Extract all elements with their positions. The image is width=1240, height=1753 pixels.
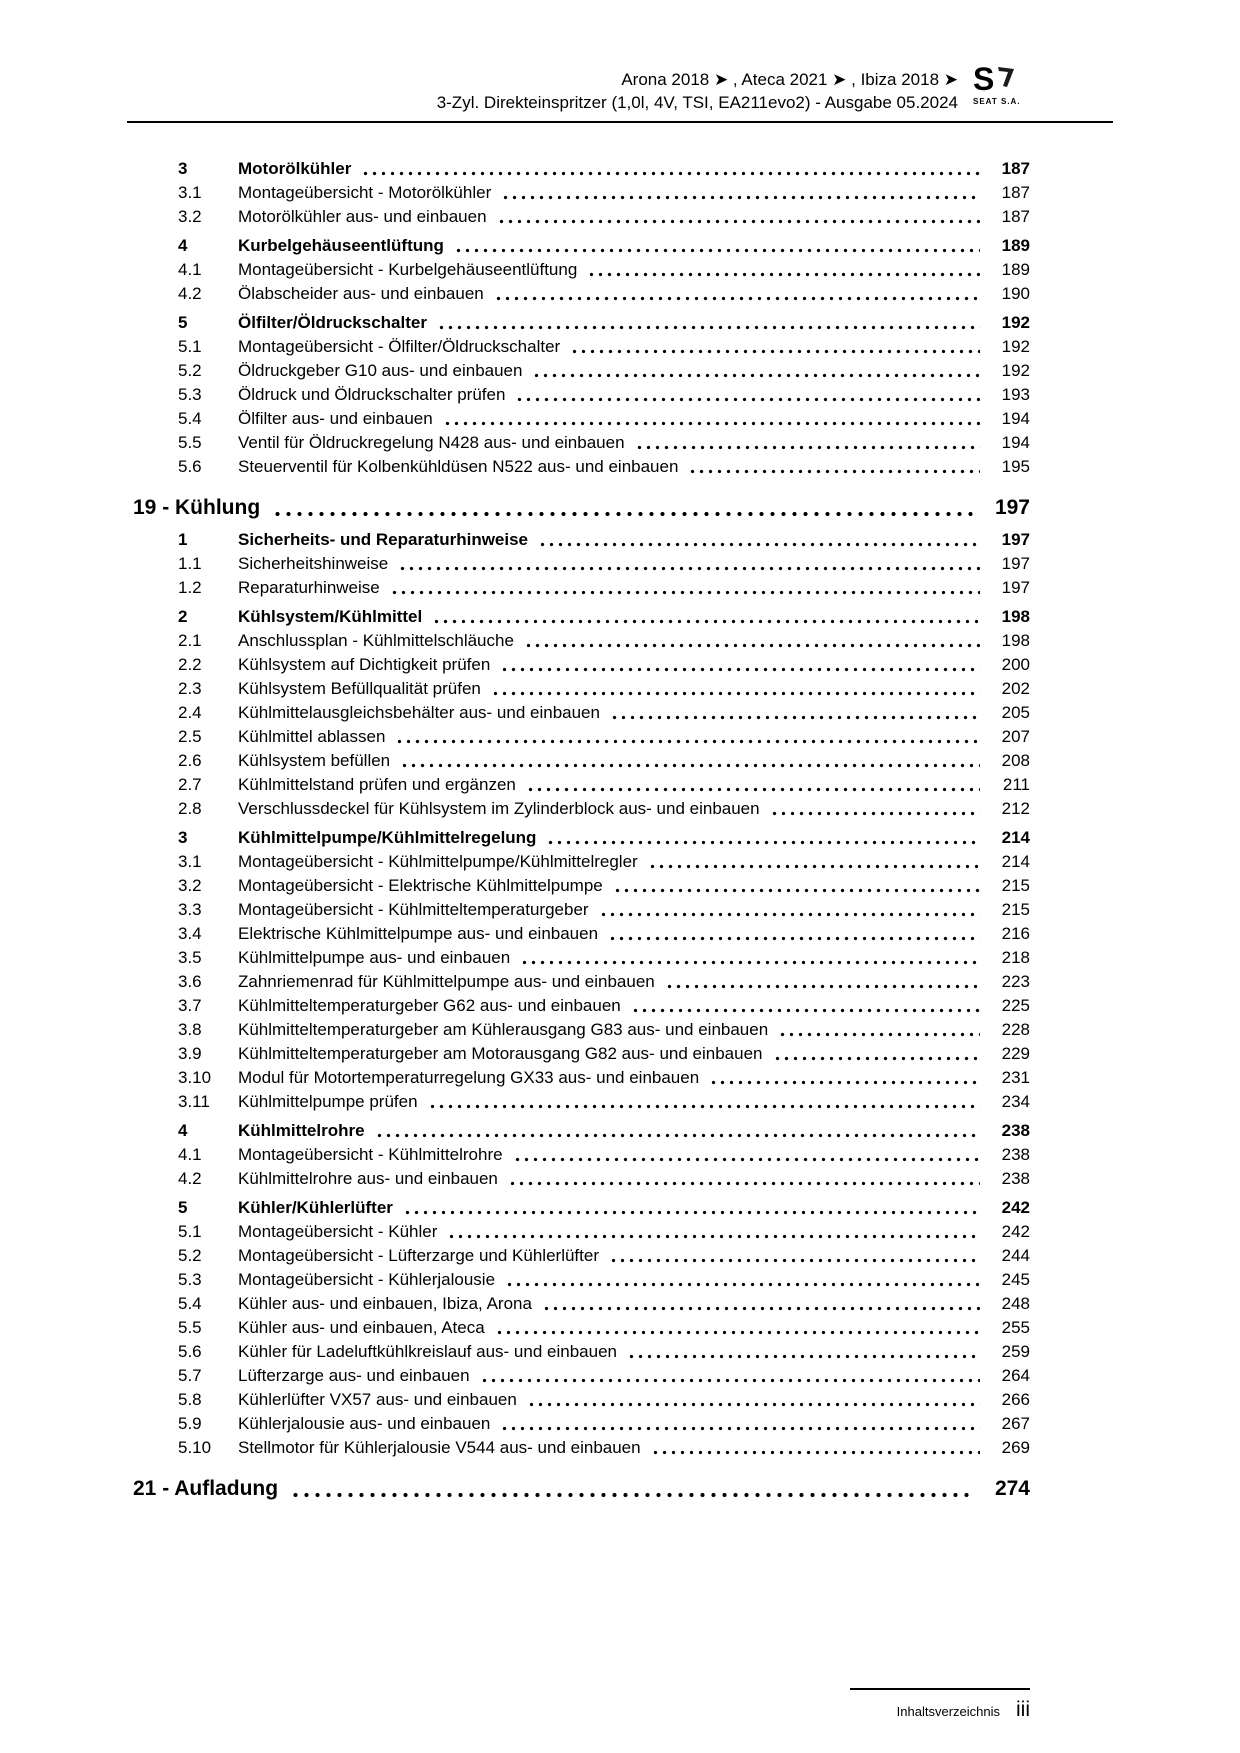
- toc-entry-title: Kühlmittelpumpe aus- und einbauen: [238, 948, 511, 967]
- toc-entry-number: 2.1: [178, 631, 202, 650]
- toc-row: [133, 725, 1030, 749]
- toc-entry-page: 187: [1001, 207, 1030, 226]
- toc-entry-number: 5.3: [178, 1270, 202, 1289]
- toc-entry-page: 274: [994, 1477, 1030, 1500]
- toc-entry-page: 266: [1001, 1390, 1030, 1409]
- toc-entry-number: 2: [178, 607, 188, 626]
- dot-leader: [611, 874, 980, 898]
- toc-entry-title: 21 - Aufladung: [133, 1477, 279, 1500]
- toc-entry-title: Kühler für Ladeluftkühlkreislauf aus- und einbauen: [238, 1342, 617, 1361]
- toc-entry-page: 194: [1001, 433, 1030, 452]
- toc-entry-title: Ölfilter/Öldruckschalter: [238, 313, 427, 332]
- dot-leader: [388, 576, 980, 600]
- dot-leader: [597, 898, 980, 922]
- toc-entry-number: 4.1: [178, 260, 202, 279]
- toc-entry-page: 214: [1001, 828, 1030, 847]
- toc-entry-number: 5.2: [178, 1246, 202, 1265]
- toc-entry-page: 195: [1001, 457, 1030, 476]
- dot-leader: [373, 1119, 980, 1143]
- toc-entry-number: 2.8: [178, 799, 202, 818]
- toc-entry-title: Montageübersicht - Kühlmittelrohre: [238, 1145, 503, 1164]
- toc-entry-number: 2.5: [178, 727, 202, 746]
- dot-leader: [478, 1364, 980, 1388]
- toc-row: [133, 1316, 1030, 1340]
- toc-row: [133, 1119, 1030, 1143]
- toc-entry-title: Montageübersicht - Kurbelgehäuseentlüftung: [238, 260, 578, 279]
- toc-row: [133, 970, 1030, 994]
- toc-entry-number: 5.5: [178, 433, 202, 452]
- toc-entry-title: Montageübersicht - Ölfilter/Öldruckschalter: [238, 337, 561, 356]
- toc-entry-title: Kühler aus- und einbauen, Ibiza, Arona: [238, 1294, 532, 1313]
- dot-leader: [607, 1244, 980, 1268]
- toc-row: [133, 1042, 1030, 1066]
- dot-leader: [771, 1042, 981, 1066]
- dot-leader: [393, 725, 980, 749]
- dot-leader: [498, 653, 980, 677]
- toc-entry-number: 3.1: [178, 852, 202, 871]
- toc-row: [133, 1090, 1030, 1114]
- toc-row: [133, 1196, 1030, 1220]
- toc-entry-title: Kühlmittelrohre: [238, 1121, 365, 1140]
- toc-chapter-row: [133, 1474, 1030, 1504]
- toc-entry-page: 205: [1001, 703, 1030, 722]
- toc-entry-page: 211: [1002, 775, 1030, 794]
- toc-entry-title: Kühler/Kühlerlüfter: [238, 1198, 393, 1217]
- toc-row: [133, 311, 1030, 335]
- toc-row: [133, 205, 1030, 229]
- toc-row: [133, 1388, 1030, 1412]
- toc-entry-number: 3.2: [178, 876, 202, 895]
- toc-entry-page: 190: [1001, 284, 1030, 303]
- toc-entry-number: 5.10: [178, 1438, 212, 1457]
- toc-entry-number: 5.4: [178, 1294, 202, 1313]
- toc-entry-page: 228: [1001, 1020, 1030, 1039]
- dot-leader: [707, 1066, 980, 1090]
- toc-entry-number: 3.4: [178, 924, 202, 943]
- toc-entry-page: 198: [1001, 607, 1030, 626]
- dot-leader: [498, 1412, 980, 1436]
- toc-row: [133, 629, 1030, 653]
- dot-leader: [452, 234, 980, 258]
- toc-row: [133, 994, 1030, 1018]
- toc-entry-page: 229: [1001, 1044, 1030, 1063]
- toc-entry-title: Kühlmitteltemperaturgeber am Motorausgang G82 aus- und einbauen: [238, 1044, 763, 1063]
- toc-entry-number: 5.7: [178, 1366, 202, 1385]
- toc-entry-page: 192: [1001, 313, 1030, 332]
- toc-entry-title: Sicherheits- und Reparaturhinweise: [238, 530, 529, 549]
- toc-entry-title: Montageübersicht - Lüfterzarge und Kühlerlüfter: [238, 1246, 599, 1265]
- toc-entry-number: 2.6: [178, 751, 202, 770]
- toc-entry-page: 187: [1001, 183, 1030, 202]
- toc-row: [133, 1066, 1030, 1090]
- dot-leader: [445, 1220, 980, 1244]
- toc-entry-page: 244: [1001, 1246, 1030, 1265]
- toc-entry-title: Modul für Motortemperaturregelung GX33 aus- und einbauen: [238, 1068, 700, 1087]
- toc-row: [133, 1340, 1030, 1364]
- toc-entry-title: Reparaturhinweise: [238, 578, 380, 597]
- toc-entry-number: 3.5: [178, 948, 202, 967]
- toc-entry-page: 223: [1001, 972, 1030, 991]
- toc-entry-number: 1: [178, 530, 188, 549]
- toc-row: [133, 258, 1030, 282]
- toc-entry-title: Kühlmittelrohre aus- und einbauen: [238, 1169, 498, 1188]
- dot-leader: [441, 407, 980, 431]
- toc-entry-page: 238: [1001, 1145, 1030, 1164]
- dot-leader: [768, 797, 980, 821]
- toc-entry-page: 269: [1001, 1438, 1030, 1457]
- toc-entry-title: Kühlmittel ablassen: [238, 727, 386, 746]
- toc-entry-title: Motorölkühler: [238, 159, 352, 178]
- toc-entry-title: Kühlerjalousie aus- und einbauen: [238, 1414, 491, 1433]
- toc-entry-number: 3.6: [178, 972, 202, 991]
- page-header: [127, 61, 1113, 123]
- dot-leader: [776, 1018, 980, 1042]
- dot-leader: [540, 1292, 980, 1316]
- toc-entry-title: Ventil für Öldruckregelung N428 aus- und einbauen: [238, 433, 625, 452]
- toc-row: [133, 576, 1030, 600]
- toc-entry-page: 192: [1001, 337, 1030, 356]
- toc-entry-title: Kühlmittelpumpe/Kühlmittelregelung: [238, 828, 537, 847]
- dot-leader: [646, 850, 980, 874]
- toc-row: [133, 1436, 1030, 1460]
- toc-entry-number: 4.1: [178, 1145, 202, 1164]
- toc-entry-number: 4: [178, 1121, 188, 1140]
- dot-leader: [518, 946, 980, 970]
- toc-entry-number: 2.4: [178, 703, 202, 722]
- seat-brand-text: SEAT S.A.: [973, 97, 1021, 106]
- toc-row: [133, 1167, 1030, 1191]
- seat-arrow-icon: [997, 66, 1015, 88]
- footer-section-label: Inhaltsverzeichnis: [896, 1703, 1000, 1719]
- toc-entry-number: 3.8: [178, 1020, 202, 1039]
- footer-page-number: iii: [1016, 1697, 1030, 1721]
- toc-entry-page: 242: [1001, 1198, 1030, 1217]
- toc-row: [133, 850, 1030, 874]
- toc-entry-title: Kühlmitteltemperaturgeber am Kühlerausgang G83 aus- und einbauen: [238, 1020, 769, 1039]
- toc-entry-number: 3.2: [178, 207, 202, 226]
- toc-row: [133, 1143, 1030, 1167]
- toc-entry-page: 187: [1001, 159, 1030, 178]
- header-engine-line: 3-Zyl. Direkteinspritzer (1,0l, 4V, TSI, EA211evo2) - Ausgabe 05.2024: [436, 93, 958, 112]
- dot-leader: [633, 431, 980, 455]
- toc-entry-page: 225: [1001, 996, 1030, 1015]
- dot-leader: [522, 629, 980, 653]
- toc-row: [133, 335, 1030, 359]
- toc-entry-title: Öldruckgeber G10 aus- und einbauen: [238, 361, 523, 380]
- dot-leader: [499, 181, 980, 205]
- toc-entry-title: Kühlsystem befüllen: [238, 751, 391, 770]
- toc-row: [133, 431, 1030, 455]
- dot-leader: [489, 677, 980, 701]
- toc-entry-page: 208: [1001, 751, 1030, 770]
- dot-leader: [530, 359, 980, 383]
- toc-entry-page: 189: [1001, 260, 1030, 279]
- toc-entry-title: Kühlmittelausgleichsbehälter aus- und einbauen: [238, 703, 600, 722]
- toc-row: [133, 898, 1030, 922]
- dot-leader: [426, 1090, 980, 1114]
- toc-entry-number: 5: [178, 1198, 188, 1217]
- toc-entry-number: 3.11: [178, 1092, 210, 1111]
- toc-entry-title: Kühlmittelpumpe prüfen: [238, 1092, 418, 1111]
- toc-entry-title: Montageübersicht - Kühlmitteltemperaturgeber: [238, 900, 589, 919]
- toc-entry-number: 3.9: [178, 1044, 202, 1063]
- toc-entry-title: Kühlsystem auf Dichtigkeit prüfen: [238, 655, 491, 674]
- toc-row: [133, 797, 1030, 821]
- toc-entry-title: Stellmotor für Kühlerjalousie V544 aus- und einbauen: [238, 1438, 641, 1457]
- toc-entry-page: 207: [1001, 727, 1030, 746]
- toc-entry-number: 5.4: [178, 409, 202, 428]
- dot-leader: [288, 1474, 974, 1504]
- toc-entry-title: Kühlsystem Befüllqualität prüfen: [238, 679, 481, 698]
- dot-leader: [608, 701, 980, 725]
- dot-leader: [359, 157, 980, 181]
- toc-row: [133, 1220, 1030, 1244]
- toc-entry-number: 5.5: [178, 1318, 202, 1337]
- toc-entry-page: 215: [1001, 876, 1030, 895]
- toc-entry-page: 189: [1001, 236, 1030, 255]
- toc-row: [133, 1018, 1030, 1042]
- toc-entry-title: Kühlerlüfter VX57 aus- und einbauen: [238, 1390, 517, 1409]
- toc-row: [133, 922, 1030, 946]
- toc-entry-page: 267: [1001, 1414, 1030, 1433]
- toc-entry-page: 231: [1001, 1068, 1030, 1087]
- dot-leader: [401, 1196, 980, 1220]
- toc-entry-number: 5.1: [178, 1222, 202, 1241]
- toc-entry-number: 3: [178, 159, 188, 178]
- toc-entry-title: Montageübersicht - Kühler: [238, 1222, 438, 1241]
- seat-logo: [973, 61, 1033, 106]
- dot-leader: [270, 493, 974, 523]
- dot-leader: [686, 455, 980, 479]
- toc-entry-title: Montageübersicht - Kühlerjalousie: [238, 1270, 496, 1289]
- toc-row: [133, 773, 1030, 797]
- toc-entry-title: Steuerventil für Kolbenkühldüsen N522 aus- und einbauen: [238, 457, 679, 476]
- dot-leader: [606, 922, 980, 946]
- dot-leader: [513, 383, 980, 407]
- toc-entry-number: 2.3: [178, 679, 202, 698]
- toc-entry-number: 5.1: [178, 337, 202, 356]
- toc-entry-title: Sicherheitshinweise: [238, 554, 389, 573]
- toc-row: [133, 282, 1030, 306]
- header-models-line: Arona 2018 ➤ , Ateca 2021 ➤ , Ibiza 2018 ➤: [621, 70, 958, 89]
- dot-leader: [544, 826, 980, 850]
- toc-entry-page: 202: [1001, 679, 1030, 698]
- toc-entry-number: 4: [178, 236, 188, 255]
- toc-row: [133, 359, 1030, 383]
- toc-entry-page: 238: [1001, 1169, 1030, 1188]
- dot-leader: [629, 994, 980, 1018]
- toc-entry-number: 1.2: [178, 578, 202, 597]
- dot-leader: [536, 528, 980, 552]
- toc-row: [133, 653, 1030, 677]
- toc-entry-number: 3.3: [178, 900, 202, 919]
- toc-entry-page: 197: [1001, 578, 1030, 597]
- toc-entry-number: 2.2: [178, 655, 202, 674]
- toc-entry-page: 264: [1001, 1366, 1030, 1385]
- toc-entry-page: 215: [1001, 900, 1030, 919]
- toc-entry-title: Kühlmitteltemperaturgeber G62 aus- und einbauen: [238, 996, 621, 1015]
- toc-row: [133, 946, 1030, 970]
- toc-entry-number: 5.2: [178, 361, 202, 380]
- toc-row: [133, 455, 1030, 479]
- toc-row: [133, 234, 1030, 258]
- toc-entry-page: 197: [994, 496, 1030, 519]
- toc-entry-title: Kurbelgehäuseentlüftung: [238, 236, 444, 255]
- dot-leader: [430, 605, 980, 629]
- toc-entry-title: Kühlsystem/Kühlmittel: [238, 607, 423, 626]
- toc-row: [133, 528, 1030, 552]
- toc-entry-number: 5.8: [178, 1390, 202, 1409]
- toc-row: [133, 826, 1030, 850]
- toc-row: [133, 677, 1030, 701]
- dot-leader: [493, 1316, 980, 1340]
- dot-leader: [625, 1340, 980, 1364]
- toc-entry-page: 194: [1001, 409, 1030, 428]
- toc-entry-number: 2.7: [178, 775, 202, 794]
- dot-leader: [492, 282, 980, 306]
- dot-leader: [585, 258, 980, 282]
- toc-entry-title: Verschlussdeckel für Kühlsystem im Zylinderblock aus- und einbauen: [238, 799, 760, 818]
- seat-s-icon: S: [973, 61, 994, 97]
- toc-entry-page: 234: [1001, 1092, 1030, 1111]
- toc-row: [133, 605, 1030, 629]
- seat-logo-marks: [973, 61, 1033, 97]
- toc-entry-number: 5: [178, 313, 188, 332]
- toc-entry-number: 3.7: [178, 996, 202, 1015]
- toc-entry-page: 218: [1001, 948, 1030, 967]
- header-text-block: [127, 68, 1113, 114]
- toc-entry-number: 1.1: [178, 554, 202, 573]
- dot-leader: [511, 1143, 980, 1167]
- toc-entry-title: Zahnriemenrad für Kühlmittelpumpe aus- und einbauen: [238, 972, 655, 991]
- toc-entry-page: 193: [1001, 385, 1030, 404]
- toc-entry-page: 192: [1001, 361, 1030, 380]
- toc-entry-number: 3: [178, 828, 188, 847]
- page-footer: [850, 1688, 1030, 1722]
- dot-leader: [495, 205, 980, 229]
- toc-entry-title: Anschlussplan - Kühlmittelschläuche: [238, 631, 514, 650]
- toc-entry-title: Kühler aus- und einbauen, Ateca: [238, 1318, 485, 1337]
- toc-entry-number: 5.9: [178, 1414, 202, 1433]
- dot-leader: [398, 749, 980, 773]
- toc-entry-number: 4.2: [178, 1169, 202, 1188]
- toc-entry-title: Ölabscheider aus- und einbauen: [238, 284, 484, 303]
- dot-leader: [524, 773, 980, 797]
- toc-entry-title: Montageübersicht - Motorölkühler: [238, 183, 492, 202]
- toc-entry-title: Montageübersicht - Elektrische Kühlmittelpumpe: [238, 876, 603, 895]
- toc-entry-number: 5.6: [178, 457, 202, 476]
- toc-chapter-row: [133, 493, 1030, 523]
- toc-entry-page: 255: [1001, 1318, 1030, 1337]
- toc-entry-number: 5.3: [178, 385, 202, 404]
- toc-row: [133, 1412, 1030, 1436]
- dot-leader: [525, 1388, 980, 1412]
- toc-entry-page: 238: [1001, 1121, 1030, 1140]
- dot-leader: [649, 1436, 980, 1460]
- toc-row: [133, 701, 1030, 725]
- toc-entry-page: 212: [1001, 799, 1030, 818]
- toc-entry-number: 5.6: [178, 1342, 202, 1361]
- toc-row: [133, 1268, 1030, 1292]
- toc-entry-title: Montageübersicht - Kühlmittelpumpe/Kühlmittelregler: [238, 852, 638, 871]
- toc-entry-number: 3.10: [178, 1068, 212, 1087]
- toc-entry-title: Kühlmittelstand prüfen und ergänzen: [238, 775, 516, 794]
- toc-row: [133, 181, 1030, 205]
- toc-row: [133, 749, 1030, 773]
- toc-row: [133, 552, 1030, 576]
- toc-entry-page: 242: [1001, 1222, 1030, 1241]
- toc-row: [133, 874, 1030, 898]
- dot-leader: [568, 335, 980, 359]
- toc-row: [133, 1364, 1030, 1388]
- footer-divider: [850, 1688, 1030, 1690]
- toc-list: [133, 152, 1030, 1509]
- header-divider: [127, 121, 1113, 123]
- toc-entry-page: 216: [1001, 924, 1030, 943]
- toc-entry-page: 245: [1001, 1270, 1030, 1289]
- toc-row: [133, 1244, 1030, 1268]
- toc-entry-page: 198: [1001, 631, 1030, 650]
- toc-entry-page: 259: [1001, 1342, 1030, 1361]
- dot-leader: [663, 970, 980, 994]
- toc-entry-title: Lüfterzarge aus- und einbauen: [238, 1366, 470, 1385]
- dot-leader: [506, 1167, 980, 1191]
- toc-row: [133, 407, 1030, 431]
- toc-row: [133, 157, 1030, 181]
- toc-entry-title: 19 - Kühlung: [133, 496, 261, 519]
- toc-entry-title: Ölfilter aus- und einbauen: [238, 409, 433, 428]
- toc-entry-page: 248: [1001, 1294, 1030, 1313]
- dot-leader: [503, 1268, 980, 1292]
- toc-entry-page: 214: [1001, 852, 1030, 871]
- toc-entry-number: 4.2: [178, 284, 202, 303]
- toc-entry-title: Elektrische Kühlmittelpumpe aus- und einbauen: [238, 924, 599, 943]
- dot-leader: [435, 311, 980, 335]
- toc-entry-number: 3.1: [178, 183, 202, 202]
- toc-entry-page: 197: [1001, 530, 1030, 549]
- toc-entry-page: 200: [1001, 655, 1030, 674]
- toc-entry-title: Öldruck und Öldruckschalter prüfen: [238, 385, 506, 404]
- toc-entry-title: Motorölkühler aus- und einbauen: [238, 207, 487, 226]
- toc-row: [133, 383, 1030, 407]
- toc-entry-page: 197: [1001, 554, 1030, 573]
- toc-row: [133, 1292, 1030, 1316]
- dot-leader: [396, 552, 980, 576]
